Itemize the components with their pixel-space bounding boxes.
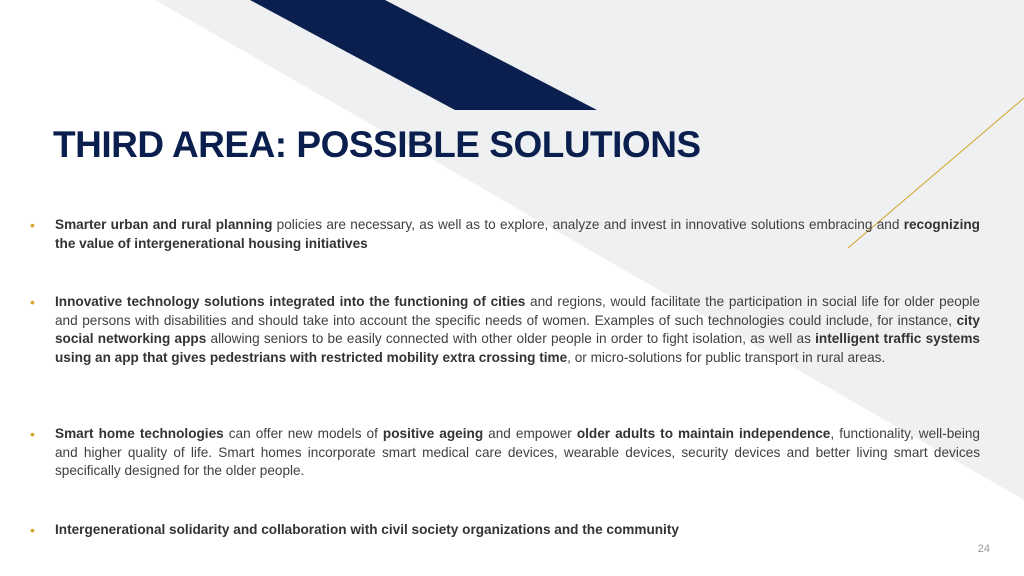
bullet-item <box>30 521 980 540</box>
bold-text-segment: Innovative technology solutions integrated into the functioning of cities <box>55 294 526 309</box>
bullet-dot-icon: • <box>30 294 35 310</box>
bold-text-segment: intelligent traffic systems using an app that gives pedestrians with restricted mobility extra crossing time <box>55 331 980 365</box>
page-number: 24 <box>977 543 990 555</box>
bullet-item <box>30 425 980 481</box>
bullet-item <box>30 216 980 253</box>
text-segment: policies are necessary, as well as to explore, analyze and invest in innovative solutions embracing and <box>272 217 904 232</box>
text-segment: , functionality, well-being and higher quality of life. Smart homes incorporate smart medical care devices, wearable devices, security devices and better living smart devices specifically designed for the older people. <box>55 426 980 478</box>
text-segment: and regions, would facilitate the participation in social life for older people and persons with disabilities and should take into account the specific needs of women. Examples of such technologies could include, for instance, <box>55 294 980 328</box>
bullet-dot-icon: • <box>30 217 35 233</box>
text-segment: allowing seniors to be easily connected with other older people in order to fight isolation, as well as <box>206 331 816 346</box>
bold-text-segment: older adults to maintain independence <box>576 426 831 441</box>
page-title: THIRD AREA: POSSIBLE SOLUTIONS <box>53 124 701 165</box>
bullet-dot-icon: • <box>30 426 35 442</box>
bold-text-segment: recognizing the value of intergenerational housing initiatives <box>55 217 980 251</box>
bullet-text <box>55 521 980 540</box>
bold-text-segment: city social networking apps <box>55 312 980 346</box>
text-segment: and empower <box>483 426 577 441</box>
bullet-text <box>55 293 980 367</box>
text-segment: , or micro-solutions for public transport in rural areas. <box>567 349 886 365</box>
bold-text-segment: Smart home technologies <box>55 426 224 441</box>
bold-text-segment: positive ageing <box>382 426 484 441</box>
bullet-text <box>55 216 980 253</box>
bullet-text <box>55 425 980 481</box>
bullet-dot-icon: • <box>30 522 35 538</box>
bold-text-segment: Intergenerational solidarity and collaboration with civil society organizations and the community <box>55 522 679 537</box>
text-segment: can offer new models of <box>223 426 383 441</box>
bullet-item <box>30 293 980 367</box>
bold-text-segment: Smarter urban and rural planning <box>55 217 273 232</box>
